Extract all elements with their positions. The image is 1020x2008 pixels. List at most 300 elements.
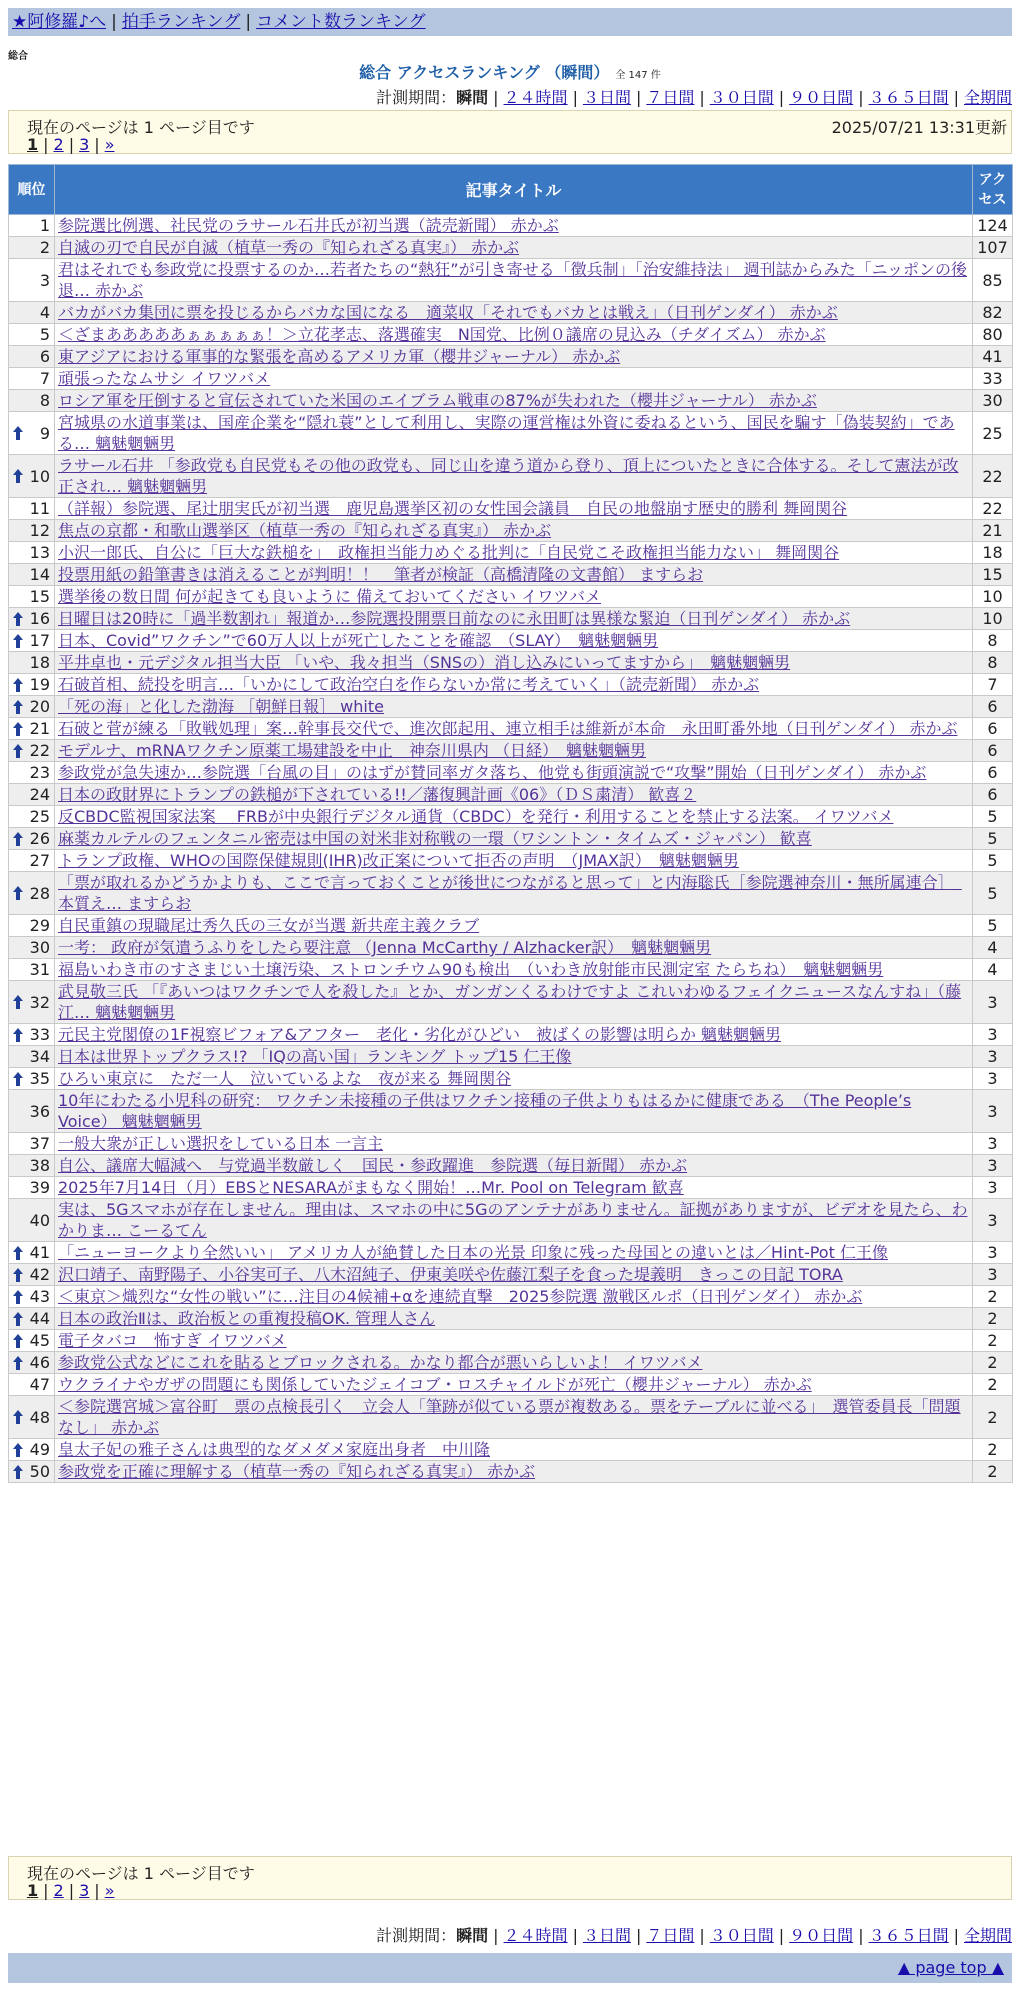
- rank-up-arrow-icon: [13, 1334, 23, 1348]
- access-count: 4: [973, 937, 1013, 959]
- rank-number: 47: [29, 1375, 50, 1394]
- title-cell: [55, 520, 973, 542]
- rank-number: 24: [29, 785, 50, 804]
- pager-separator: |: [68, 135, 75, 154]
- rank-cell: [9, 1046, 55, 1068]
- article-title-link[interactable]: 「死の海」と化した渤海 ［朝鮮日報］ white: [58, 697, 384, 716]
- table-row: [9, 1068, 1013, 1090]
- period-separator: |: [572, 88, 578, 107]
- rank-number: 22: [29, 741, 50, 760]
- rank-number: 13: [29, 543, 50, 562]
- article-title-link[interactable]: ＜ざまあああああぁぁぁぁぁ！＞立花孝志、落選確実 N国党、比例０議席の見込み（チダイズム） 赤かぶ: [58, 325, 826, 344]
- rank-cell: [9, 215, 55, 237]
- rank-number: 40: [29, 1210, 50, 1230]
- article-title-link[interactable]: 小沢一郎氏、自公に「巨大な鉄槌を」 政権担当能力めぐる批判に「自民党こそ政権担当能力ない」 舞岡関谷: [58, 543, 840, 562]
- rank-cell: [9, 237, 55, 259]
- rank-number: 34: [29, 1047, 50, 1066]
- article-title-link[interactable]: モデルナ、mRNAワクチン原薬工場建設を中止 神奈川県内 （日経） 魑魅魍魎男: [58, 741, 646, 760]
- table-row: [9, 652, 1013, 674]
- rank-up-arrow-icon: [13, 469, 23, 483]
- article-title-link[interactable]: ロシア軍を圧倒すると宣伝されていた米国のエイブラム戦車の87%が失われた（櫻井ジャーナル） 赤かぶ: [58, 391, 817, 410]
- access-count: 30: [973, 390, 1013, 412]
- rank-number: 36: [29, 1101, 50, 1121]
- access-count: 15: [973, 564, 1013, 586]
- article-title-link[interactable]: ラサール石井 「参政党も自民党もその他の政党も、同じ山を違う道から登り、頂上についたときに合体する。そして憲法が改正され… 魑魅魍魎男: [58, 456, 959, 496]
- rank-cell: [9, 718, 55, 740]
- title-cell: [55, 630, 973, 652]
- table-row: [9, 784, 1013, 806]
- title-cell: [55, 564, 973, 586]
- rank-cell: [9, 915, 55, 937]
- title-cell: [55, 455, 973, 498]
- article-title-link[interactable]: 自民重鎮の現職尾辻秀久氏の三女が当選 新共産主義クラブ: [58, 916, 480, 935]
- pager-separator: |: [68, 1881, 75, 1900]
- article-title-link[interactable]: 投票用紙の鉛筆書きは消えることが判明！！ 筆者が検証（高橋清隆の文書館） ますらお: [58, 565, 704, 584]
- article-title-link[interactable]: ひろい東京に ただ一人 泣いているよな 夜が来る 舞岡関谷: [58, 1069, 512, 1088]
- current-page-text: 現在のページは 1 ページ目です: [27, 118, 255, 137]
- page-link[interactable]: »: [104, 135, 115, 154]
- access-count: 10: [973, 586, 1013, 608]
- rank-number: 26: [29, 829, 50, 848]
- article-title-link[interactable]: 東アジアにおける軍事的な緊張を高めるアメリカ軍（櫻井ジャーナル） 赤かぶ: [58, 347, 621, 366]
- rank-cell: [9, 850, 55, 872]
- access-count: 2: [973, 1330, 1013, 1352]
- period-separator: |: [953, 88, 959, 107]
- rank-up-arrow-icon: [13, 1443, 23, 1457]
- bottom-bar: [8, 1953, 1012, 1983]
- rank-cell: [9, 1090, 55, 1133]
- rank-cell: [9, 828, 55, 850]
- article-title-link[interactable]: 「ニューヨークより全然いい」 アメリカ人が絶賛した日本の光景 印象に残った母国との違いとは／Hint-Pot 仁王像: [58, 1243, 888, 1262]
- title-cell: [55, 259, 973, 302]
- pager-separator: |: [94, 1881, 100, 1900]
- article-title-link[interactable]: 10年にわたる小児科の研究： ワクチン未接種の子供はワクチン接種の子供よりもはるかに健康である （The People’s Voice） 魑魅魍魎男: [58, 1091, 912, 1131]
- article-title-link[interactable]: 福島いわき市のすさまじい土壌汚染、ストロンチウム90も検出 （いわき放射能市民測定室 たらちね） 魑魅魍魎男: [58, 960, 884, 979]
- pager-separator: |: [43, 135, 49, 154]
- period-link[interactable]: 全期間: [963, 88, 1012, 107]
- article-title-link[interactable]: バカがバカ集団に票を投じるからバカな国になる 適菜収「それでもバカとは戦え」（日刊ゲンダイ） 赤かぶ: [58, 303, 838, 322]
- rank-number: 1: [39, 216, 50, 235]
- period-link[interactable]: 全期間: [963, 1926, 1012, 1945]
- title-column-header: 記事タイトル: [55, 165, 973, 215]
- rank-number: 10: [29, 466, 50, 486]
- title-cell: [55, 302, 973, 324]
- article-title-link[interactable]: 一考： 政府が気遣うふりをしたら要注意 （Jenna McCarthy / Alzhacker訳） 魑魅魍魎男: [58, 938, 712, 957]
- rank-up-arrow-icon: [13, 1246, 23, 1260]
- period-separator: |: [572, 1926, 578, 1945]
- rank-number: 31: [29, 960, 50, 979]
- table-row: [9, 1352, 1013, 1374]
- rank-cell: [9, 1199, 55, 1242]
- rank-cell: [9, 346, 55, 368]
- rank-number: 39: [29, 1178, 50, 1197]
- title-cell: [55, 1133, 973, 1155]
- rank-up-arrow-icon: [13, 1290, 23, 1304]
- page-link[interactable]: »: [104, 1881, 115, 1900]
- title-cell: [55, 850, 973, 872]
- access-count: 6: [973, 740, 1013, 762]
- table-row: [9, 696, 1013, 718]
- rank-cell: [9, 1396, 55, 1439]
- table-row: [9, 915, 1013, 937]
- table-row: [9, 1133, 1013, 1155]
- title-cell: [55, 1286, 973, 1308]
- rank-up-arrow-icon: [13, 832, 23, 846]
- rank-cell: [9, 1352, 55, 1374]
- rank-number: 46: [29, 1353, 50, 1372]
- table-row: [9, 1461, 1013, 1483]
- table-row: [9, 237, 1013, 259]
- table-row: [9, 850, 1013, 872]
- title-cell: [55, 762, 973, 784]
- access-count: 22: [973, 498, 1013, 520]
- table-row: [9, 1286, 1013, 1308]
- article-title-link[interactable]: 反CBDC監視国家法案 FRBが中央銀行デジタル通貨（CBDC）を発行・利用することを禁止する法案。 イワツバメ: [58, 807, 894, 826]
- page-link[interactable]: 3: [79, 1881, 90, 1900]
- title-cell: [55, 586, 973, 608]
- page-link[interactable]: 2: [53, 1881, 64, 1900]
- article-title-link[interactable]: 頑張ったなムサシ イワツバメ: [58, 369, 271, 388]
- article-title-link[interactable]: 日本は世界トップクラス!? 「IQの高い国」ランキング トップ15 仁王像: [58, 1047, 572, 1066]
- pager-separator: |: [43, 1881, 49, 1900]
- table-row: [9, 1439, 1013, 1461]
- rank-number: 29: [29, 916, 50, 935]
- article-title-link[interactable]: ＜参院選宮城＞富谷町 票の点検長引く 立会人「筆跡が似ている票が複数ある。票をテーブルに並べる」 選管委員長「問題なし」 赤かぶ: [58, 1397, 961, 1437]
- rank-cell: [9, 586, 55, 608]
- table-row: [9, 1199, 1013, 1242]
- access-count: 5: [973, 850, 1013, 872]
- access-count: 2: [973, 1352, 1013, 1374]
- title-cell: [55, 784, 973, 806]
- article-title-link[interactable]: 参政党公式などにこれを貼るとブロックされる。かなり都合が悪いらしいよ！ イワツバメ: [58, 1353, 703, 1372]
- access-count: 3: [973, 981, 1013, 1024]
- table-row: [9, 806, 1013, 828]
- rank-cell: [9, 390, 55, 412]
- article-title-link[interactable]: 焦点の京都・和歌山選挙区（植草一秀の『知られざる真実』） 赤かぶ: [58, 521, 552, 540]
- rank-up-arrow-icon: [13, 1268, 23, 1282]
- period-link[interactable]: ３日間: [582, 1926, 631, 1945]
- access-count: 3: [973, 1199, 1013, 1242]
- period-separator: |: [699, 88, 705, 107]
- rank-up-arrow-icon: [13, 1356, 23, 1370]
- rank-number: 43: [29, 1287, 50, 1306]
- access-count: 3: [973, 1068, 1013, 1090]
- period-label: 計測期間：: [376, 88, 457, 107]
- title-cell: [55, 1461, 973, 1483]
- rank-number: 19: [29, 675, 50, 694]
- rank-up-arrow-icon: [13, 1072, 23, 1086]
- rank-number: 18: [29, 653, 50, 672]
- article-title-link[interactable]: 参政党を正確に理解する（植草一秀の『知られざる真実』） 赤かぶ: [58, 1462, 536, 1481]
- article-title-link[interactable]: 参政党が急失速か…参院選「台風の目」のはずが賛同率ガタ落ち、他党も街頭演説で“攻撃”開始（日刊ゲンダイ） 赤かぶ: [58, 763, 927, 782]
- rank-up-arrow-icon: [13, 634, 23, 648]
- rank-number: 20: [29, 697, 50, 716]
- access-count: 2: [973, 1461, 1013, 1483]
- rank-cell: [9, 652, 55, 674]
- rank-cell: [9, 1330, 55, 1352]
- rank-cell: [9, 324, 55, 346]
- rank-cell: [9, 564, 55, 586]
- title-cell: [55, 1242, 973, 1264]
- title-cell: [55, 740, 973, 762]
- article-title-link[interactable]: 日本の政財界にトランプの鉄槌が下されている!!／藩復興計画《06》（ＤＳ粛清） 歓喜２: [58, 785, 697, 804]
- article-title-link[interactable]: 武見敬三氏 「『あいつはワクチンで人を殺した』とか、ガンガンくるわけですよ これいわゆるフェイクニュースなんすね」（藤江… 魑魅魍魎男: [58, 982, 962, 1022]
- rank-number: 5: [39, 325, 50, 344]
- rank-number: 44: [29, 1309, 50, 1328]
- title-cell: [55, 718, 973, 740]
- title-cell: [55, 237, 973, 259]
- rank-up-arrow-icon: [13, 426, 23, 440]
- rank-cell: [9, 1177, 55, 1199]
- article-title-link[interactable]: 宮城県の水道事業は、国産企業を“隠れ蓑”として利用し、実際の運営権は外資に委ねるという、国民を騙す「偽装契約」である… 魑魅魍魎男: [58, 413, 955, 453]
- rank-number: 48: [29, 1407, 50, 1427]
- table-row: [9, 630, 1013, 652]
- rank-up-arrow-icon: [13, 1465, 23, 1479]
- period-separator: |: [778, 1926, 785, 1945]
- table-row: [9, 1264, 1013, 1286]
- article-title-link[interactable]: 参院選比例選、社民党のラサール石井氏が初当選（読売新聞） 赤かぶ: [58, 216, 559, 235]
- access-count: 6: [973, 762, 1013, 784]
- clap-ranking-link[interactable]: 拍手ランキング: [121, 12, 241, 32]
- rank-up-arrow-icon: [13, 886, 23, 900]
- rank-number: 2: [39, 238, 50, 257]
- table-row: [9, 959, 1013, 981]
- title-cell: [55, 1024, 973, 1046]
- access-count: 5: [973, 806, 1013, 828]
- current-page-number: 1: [27, 135, 39, 154]
- period-link[interactable]: ３０日間: [709, 88, 774, 107]
- article-title-link[interactable]: トランプ政権、WHOの国際保健規則(IHR)改正案について拒否の声明 （JMAX訳） 魑魅魍魎男: [58, 851, 739, 870]
- access-count: 107: [973, 237, 1013, 259]
- article-title-link[interactable]: 石破首相、続投を明言…「いかにして政治空白を作らないか常に考えていく」（読売新聞） 赤かぶ: [58, 675, 760, 694]
- title-cell: [55, 1199, 973, 1242]
- period-link[interactable]: ２４時間: [503, 1926, 568, 1945]
- page-links: [27, 1881, 114, 1900]
- page-top-link[interactable]: ▲ page top ▲: [897, 1958, 1004, 1977]
- current-page-number: 1: [27, 1881, 39, 1900]
- rank-cell: [9, 1374, 55, 1396]
- period-separator: |: [858, 88, 864, 107]
- page-link[interactable]: 3: [79, 135, 90, 154]
- access-count: 124: [973, 215, 1013, 237]
- article-title-link[interactable]: 自公、議席大幅減へ 与党過半数厳しく 国民・参政躍進 参院選（毎日新聞） 赤かぶ: [58, 1156, 688, 1175]
- rank-cell: [9, 1024, 55, 1046]
- rank-up-arrow-icon: [13, 700, 23, 714]
- rank-number: 35: [29, 1069, 50, 1088]
- rank-cell: [9, 259, 55, 302]
- article-title-link[interactable]: 日曜日は20時に「過半数割れ」報道か…参院選投開票日前なのに永田町は異様な緊迫（日刊ゲンダイ） 赤かぶ: [58, 609, 851, 628]
- access-count: 41: [973, 346, 1013, 368]
- title-cell: [55, 696, 973, 718]
- period-link[interactable]: ７日間: [646, 88, 695, 107]
- rank-cell: [9, 542, 55, 564]
- period-link[interactable]: ３０日間: [709, 1926, 774, 1945]
- rank-cell: [9, 1286, 55, 1308]
- table-row: [9, 828, 1013, 850]
- title-cell: [55, 1090, 973, 1133]
- access-count: 3: [973, 1133, 1013, 1155]
- title-cell: [55, 542, 973, 564]
- rank-cell: [9, 608, 55, 630]
- table-row: [9, 762, 1013, 784]
- rank-up-arrow-icon: [13, 1410, 23, 1424]
- access-count: 2: [973, 1308, 1013, 1330]
- period-link[interactable]: ２４時間: [503, 88, 568, 107]
- title-cell: [55, 608, 973, 630]
- article-title-link[interactable]: 君はそれでも参政党に投票するのか…若者たちの“熱狂”が引き寄せる「徴兵制」「治安維持法」 週刊誌からみた「ニッポンの後退… 赤かぶ: [58, 260, 968, 300]
- access-count: 6: [973, 784, 1013, 806]
- rank-cell: [9, 674, 55, 696]
- article-title-link[interactable]: 2025年7月14日（月）EBSとNESARAがまもなく開始！…Mr. Pool on Telegram 歓喜: [58, 1178, 684, 1197]
- rank-cell: [9, 1242, 55, 1264]
- title-cell: [55, 390, 973, 412]
- title-cell: [55, 412, 973, 455]
- table-row: [9, 740, 1013, 762]
- title-cell: [55, 828, 973, 850]
- period-link[interactable]: ３日間: [582, 88, 631, 107]
- access-count: 3: [973, 1090, 1013, 1133]
- table-row: [9, 368, 1013, 390]
- title-cell: [55, 1155, 973, 1177]
- page-links: [27, 135, 114, 154]
- rank-cell: [9, 806, 55, 828]
- title-cell: [55, 959, 973, 981]
- table-header-row: [9, 165, 1013, 215]
- nav-separator: |: [111, 12, 117, 32]
- article-title-link[interactable]: 平井卓也・元デジタル担当大臣 「いや、我々担当（SNSの）消し込みにいってますから」 魑魅魍魎男: [58, 653, 791, 672]
- access-count: 5: [973, 872, 1013, 915]
- rank-cell: [9, 1439, 55, 1461]
- period-link[interactable]: ３６５日間: [868, 1926, 949, 1945]
- rank-column-header: 順位: [9, 165, 55, 215]
- comment-ranking-link[interactable]: コメント数ランキング: [256, 12, 426, 32]
- title-cell: [55, 806, 973, 828]
- rank-number: 21: [29, 719, 50, 738]
- article-title-link[interactable]: 皇太子妃の雅子さんは典型的なダメダメ家庭出身者 中川隆: [58, 1440, 491, 1459]
- access-count: 3: [973, 1242, 1013, 1264]
- title-cell: [55, 368, 973, 390]
- article-title-link[interactable]: 自滅の刃で自民が自滅（植草一秀の『知られざる真実』） 赤かぶ: [58, 238, 520, 257]
- title-cell: [55, 872, 973, 915]
- rank-cell: [9, 412, 55, 455]
- article-title-link[interactable]: 日本の政治Ⅱは、政治板との重複投稿OK. 管理人さん: [58, 1309, 436, 1328]
- article-title-link[interactable]: 石破と菅が練る「敗戦処理」案…幹事長交代で、進次郎起用、連立相手は維新が本命 永田町番外地（日刊ゲンダイ） 赤かぶ: [58, 719, 958, 738]
- article-title-link[interactable]: 元民主党閣僚の1F視察ビフォア&アフター 老化・劣化がひどい 被ばくの影響は明らか 魑魅魍魎男: [58, 1025, 782, 1044]
- period-separator: |: [635, 88, 642, 107]
- article-title-link[interactable]: 一般大衆が正しい選択をしている日本 一言主: [58, 1134, 384, 1153]
- table-row: [9, 215, 1013, 237]
- rank-cell: [9, 959, 55, 981]
- access-count: 5: [973, 915, 1013, 937]
- home-link[interactable]: ★阿修羅♪へ: [12, 12, 107, 32]
- article-title-link[interactable]: 実は、5Gスマホが存在しません。理由は、スマホの中に5Gのアンテナがありません。証拠がありますが、ビデオを見たら、わかりま… こーるてん: [58, 1200, 968, 1240]
- rank-number: 11: [29, 499, 50, 518]
- access-count: 2: [973, 1396, 1013, 1439]
- title-cell: [55, 1396, 973, 1439]
- access-count: 3: [973, 1024, 1013, 1046]
- access-count: 2: [973, 1374, 1013, 1396]
- rank-up-arrow-icon: [13, 722, 23, 736]
- article-title-link[interactable]: 選挙後の数日間 何が起きても良いように 備えておいてください イワツバメ: [58, 587, 601, 606]
- page-title: 総合 アクセスランキング （瞬間）: [359, 63, 610, 82]
- rank-cell: [9, 368, 55, 390]
- rank-number: 23: [29, 763, 50, 782]
- access-count: 18: [973, 542, 1013, 564]
- table-row: [9, 1330, 1013, 1352]
- updated-time: 2025/07/21 13:31更新: [831, 118, 1007, 137]
- period-current: 瞬間: [456, 88, 489, 107]
- article-title-link[interactable]: 「票が取れるかどうかよりも、ここで言っておくことが後世につながると思って」と内海聡氏［参院選神奈川・無所属連合］ 本質え… ますらお: [58, 873, 962, 913]
- rank-cell: [9, 1133, 55, 1155]
- rank-number: 6: [39, 347, 50, 366]
- rank-cell: [9, 1308, 55, 1330]
- period-link[interactable]: ３６５日間: [868, 88, 949, 107]
- article-title-link[interactable]: ウクライナやガザの問題にも関係していたジェイコブ・ロスチャイルドが死亡（櫻井ジャーナル） 赤かぶ: [58, 1375, 812, 1394]
- access-count: 6: [973, 718, 1013, 740]
- article-title-link[interactable]: 日本、Covid”ワクチン”で60万人以上が死亡したことを確認 （SLAY） 魑魅魍魎男: [58, 631, 659, 650]
- rank-cell: [9, 1264, 55, 1286]
- access-count: 7: [973, 674, 1013, 696]
- page-link[interactable]: 2: [53, 135, 64, 154]
- article-title-link[interactable]: 電子タバコ 怖すぎ イワツバメ: [58, 1331, 287, 1350]
- table-row: [9, 1308, 1013, 1330]
- page-heading: [0, 60, 1020, 83]
- rank-number: 37: [29, 1134, 50, 1153]
- article-title-link[interactable]: 沢口靖子、南野陽子、小谷実可子、八木沼純子、伊東美咲や佐藤江梨子を食った堤義明 きっこの日記 TORA: [58, 1265, 843, 1284]
- access-count: 8: [973, 652, 1013, 674]
- period-link[interactable]: ９０日間: [789, 1926, 854, 1945]
- table-row: [9, 520, 1013, 542]
- period-separator: |: [699, 1926, 705, 1945]
- access-column-header: アクセス: [973, 165, 1013, 215]
- table-row: [9, 1046, 1013, 1068]
- table-row: [9, 718, 1013, 740]
- article-title-link[interactable]: ＜東京＞熾烈な“女性の戦い”に…注目の4候補+αを連続直撃 2025参院選 激戦区ルポ（日刊ゲンダイ） 赤かぶ: [58, 1287, 863, 1306]
- period-link[interactable]: ７日間: [646, 1926, 695, 1945]
- rank-number: 27: [29, 851, 50, 870]
- pager-separator: |: [94, 135, 100, 154]
- period-separator: |: [953, 1926, 959, 1945]
- table-row: [9, 586, 1013, 608]
- rank-cell: [9, 302, 55, 324]
- period-link[interactable]: ９０日間: [789, 88, 854, 107]
- table-row: [9, 937, 1013, 959]
- rank-up-arrow-icon: [13, 995, 23, 1009]
- article-title-link[interactable]: （詳報）参院選、尾辻朋実氏が初当選 鹿児島選挙区初の女性国会議員 自民の地盤崩す歴史的勝利 舞岡関谷: [58, 499, 848, 518]
- access-count: 33: [973, 368, 1013, 390]
- nav-separator: |: [245, 12, 252, 32]
- table-row: [9, 498, 1013, 520]
- table-row: [9, 872, 1013, 915]
- table-row: [9, 302, 1013, 324]
- rank-number: 12: [29, 521, 50, 540]
- title-cell: [55, 215, 973, 237]
- table-row: [9, 259, 1013, 302]
- access-count: 3: [973, 1046, 1013, 1068]
- table-row: [9, 1155, 1013, 1177]
- table-row: [9, 1177, 1013, 1199]
- table-row: [9, 1024, 1013, 1046]
- ranking-rows: [9, 215, 1013, 1483]
- rank-cell: [9, 1461, 55, 1483]
- rank-cell: [9, 520, 55, 542]
- table-row: [9, 564, 1013, 586]
- table-row: [9, 981, 1013, 1024]
- rank-number: 30: [29, 938, 50, 957]
- title-cell: [55, 1046, 973, 1068]
- table-row: [9, 608, 1013, 630]
- article-title-link[interactable]: 麻薬カルテルのフェンタニル密売は中国の対米非対称戦の一環（ワシントン・タイムズ・ジャパン） 歓喜: [58, 829, 812, 848]
